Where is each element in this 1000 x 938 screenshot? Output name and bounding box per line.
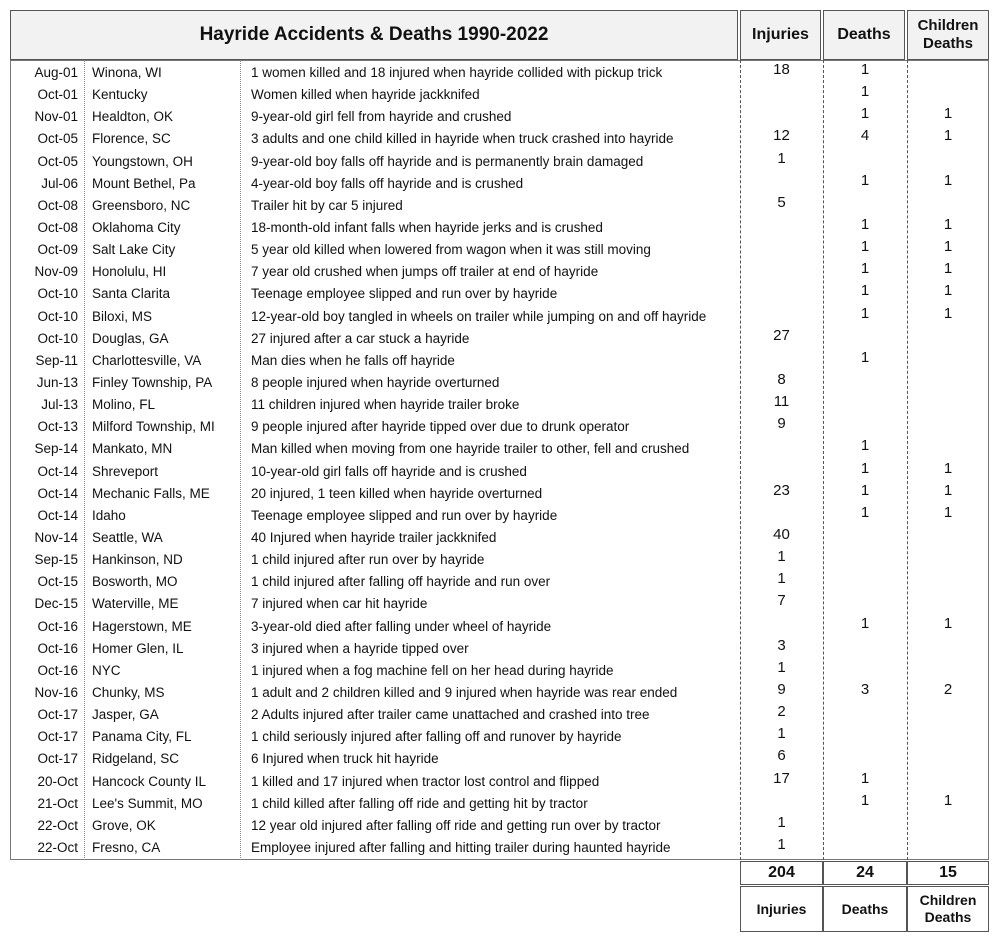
row-date: Oct-17 [37,751,78,767]
row-description: 10-year-old girl falls off hayride and is crushed [251,463,527,479]
row-location: Waterville, ME [92,596,179,612]
row-description: 1 injured when a fog machine fell on her head during hayride [251,662,614,678]
row-date: 21-Oct [37,795,78,811]
row-deaths: 1 [860,769,870,787]
row-description: 3 injured when a hayride tipped over [251,640,469,656]
row-date: Dec-15 [34,596,78,612]
row-injuries: 18 [773,61,790,78]
row-children-deaths: 1 [943,171,953,189]
row-deaths: 3 [860,680,870,698]
table-row [10,793,989,815]
row-date: Oct-08 [37,197,78,213]
row-date: Oct-16 [37,640,78,656]
table-row [10,815,989,837]
table-row [10,726,989,748]
table-row [10,527,989,549]
row-injuries: 12 [773,127,790,145]
row-description: 1 adult and 2 children killed and 9 injured when hayride was rear ended [251,684,678,700]
row-date: Oct-14 [37,463,78,479]
row-children-deaths: 1 [943,105,953,123]
row-description: Teenage employee slipped and run over by hayride [251,507,558,523]
row-description: Trailer hit by car 5 injured [251,197,403,213]
footer-deaths: Deaths [823,886,907,932]
row-children-deaths: 1 [943,481,953,499]
row-description: 40 Injured when hayride trailer jackknifed [251,529,497,545]
row-injuries: 1 [777,813,786,831]
row-date: Oct-17 [37,729,78,745]
row-location: Salt Lake City [92,242,176,258]
row-location: Healdton, OK [92,109,174,125]
row-date: Oct-16 [37,618,78,634]
row-location: Kentucky [92,87,148,103]
row-deaths: 1 [860,503,870,521]
row-description: 12 year old injured after falling off ride and getting run over by tractor [251,817,661,833]
row-description: 9-year-old girl fell from hayride and crushed [251,109,512,125]
row-date: Nov-16 [34,684,78,700]
row-location: Hancock County IL [92,773,207,789]
row-date: Aug-01 [34,65,78,80]
row-date: Oct-09 [37,242,78,258]
row-location: Florence, SC [92,131,171,147]
row-date: 22-Oct [37,817,78,833]
row-location: Youngstown, OH [92,153,193,169]
row-date: 22-Oct [37,839,78,855]
row-description: 27 injured after a car stuck a hayride [251,330,470,346]
row-injuries: 9 [777,415,786,433]
row-description: 12-year-old boy tangled in wheels on trailer while jumping on and off hayride [251,308,707,324]
row-injuries: 27 [773,326,790,344]
header-children-deaths: Children Deaths [907,10,989,60]
row-description: 3 adults and one child killed in hayride when truck crashed into hayride [251,131,674,147]
row-location: Molino, FL [92,397,156,413]
row-date: Sep-15 [34,552,78,568]
row-date: Oct-10 [37,330,78,346]
row-location: Biloxi, MS [92,308,153,324]
row-injuries: 1 [777,570,786,588]
row-date: Oct-05 [37,131,78,147]
row-date: Oct-10 [37,286,78,302]
row-location: Mankato, MN [92,441,173,457]
total-children-deaths: 15 [907,861,989,885]
row-injuries: 2 [777,703,786,721]
row-date: Oct-13 [37,419,78,435]
row-description: 4-year-old boy falls off hayride and is crushed [251,175,524,191]
row-injuries: 6 [777,747,786,765]
row-deaths: 1 [860,83,870,101]
row-children-deaths: 1 [943,503,953,521]
table-row [10,638,989,660]
table-row [10,704,989,726]
row-location: Panama City, FL [92,729,192,745]
row-date: Sep-11 [35,352,78,368]
row-location: Greensboro, NC [92,197,191,213]
header-injuries: Injuries [740,10,821,60]
table-row [10,682,989,704]
row-location: Shreveport [92,463,159,479]
row-location: Seattle, WA [92,529,163,545]
row-date: Nov-01 [34,109,78,125]
row-description: Employee injured after falling and hitting trailer during haunted hayride [251,839,671,855]
row-date: Oct-14 [37,507,78,523]
row-description: 1 women killed and 18 injured when hayride collided with pickup trick [251,65,663,80]
row-description: Women killed when hayride jackknifed [251,87,480,103]
accident-table-rows [10,62,989,859]
row-description: 1 child injured after falling off hayride and run over [251,574,551,590]
row-deaths: 1 [860,238,870,256]
header-deaths: Deaths [823,10,905,60]
row-description: 1 child killed after falling off ride and getting hit by tractor [251,795,588,811]
table-row [10,306,989,328]
row-location: Ridgeland, SC [92,751,180,767]
row-description: Teenage employee slipped and run over by hayride [251,286,558,302]
row-description: Man dies when he falls off hayride [251,352,455,368]
row-location: Mechanic Falls, ME [92,485,210,501]
row-location: Charlottesville, VA [92,352,202,368]
row-deaths: 1 [860,215,870,233]
row-date: Oct-15 [37,574,78,590]
row-children-deaths: 1 [943,238,953,256]
row-description: 2 Adults injured after trailer came unattached and crashed into tree [251,707,650,723]
row-location: Milford Township, MI [92,419,215,435]
row-description: 8 people injured when hayride overturned [251,374,500,390]
row-location: Grove, OK [92,817,156,833]
row-description: 9 people injured after hayride tipped over due to drunk operator [251,419,630,435]
footer-injuries: Injuries [740,886,823,932]
table-row [10,128,989,150]
table-row [10,505,989,527]
row-location: NYC [92,662,121,678]
row-injuries: 5 [777,193,786,211]
row-injuries: 3 [777,636,786,654]
row-date: Oct-05 [37,153,78,169]
row-date: Oct-17 [37,707,78,723]
table-row [10,549,989,571]
row-location: Hankinson, ND [92,552,183,568]
table-row [10,616,989,638]
table-title: Hayride Accidents & Deaths 1990-2022 [10,10,738,60]
table-row [10,571,989,593]
row-date: Nov-14 [34,529,78,545]
row-description: 1 child seriously injured after falling off and runover by hayride [251,729,622,745]
row-location: Winona, WI [92,65,162,80]
table-row [10,173,989,195]
row-injuries: 9 [777,680,786,698]
row-location: Hagerstown, ME [92,618,192,634]
row-location: Mount Bethel, Pa [92,175,196,191]
row-deaths: 1 [860,304,870,322]
row-description: 7 injured when car hit hayride [251,596,428,612]
row-deaths: 1 [860,348,870,366]
row-description: 1 killed and 17 injured when tractor lost control and flipped [251,773,600,789]
row-location: Fresno, CA [92,839,161,855]
row-deaths: 1 [860,282,870,300]
row-injuries: 40 [773,525,790,543]
row-deaths: 1 [860,614,870,632]
row-description: 9-year-old boy falls off hayride and is permanently brain damaged [251,153,644,169]
row-description: 5 year old killed when lowered from wagon when it was still moving [251,242,651,258]
row-children-deaths: 1 [943,614,953,632]
row-children-deaths: 1 [943,282,953,300]
row-location: Homer Glen, IL [92,640,184,656]
row-description: 11 children injured when hayride trailer broke [251,397,520,413]
row-deaths: 1 [860,481,870,499]
row-date: Oct-01 [37,87,78,103]
table-row [10,372,989,394]
row-injuries: 1 [777,725,786,743]
row-injuries: 1 [777,658,786,676]
row-children-deaths: 1 [943,215,953,233]
total-deaths: 24 [823,861,907,885]
row-description: 6 Injured when truck hit hayride [251,751,439,767]
row-location: Lee's Summit, MO [92,795,203,811]
row-children-deaths: 1 [943,304,953,322]
row-children-deaths: 2 [943,680,953,698]
row-description: 20 injured, 1 teen killed when hayride overturned [251,485,543,501]
row-date: Sep-14 [34,441,78,457]
row-date: Oct-14 [37,485,78,501]
row-location: Douglas, GA [92,330,169,346]
row-location: Bosworth, MO [92,574,178,590]
row-location: Jasper, GA [92,707,159,723]
total-injuries: 204 [740,861,823,885]
row-location: Oklahoma City [92,219,181,235]
row-deaths: 1 [860,105,870,123]
row-description: 1 child injured after run over by hayride [251,552,485,568]
row-date: Oct-16 [37,662,78,678]
row-date: Nov-09 [34,264,78,280]
row-deaths: 1 [860,61,870,78]
row-deaths: 1 [860,171,870,189]
row-deaths: 4 [860,127,870,145]
row-deaths: 1 [860,791,870,809]
row-date: Oct-10 [37,308,78,324]
row-injuries: 23 [773,481,790,499]
row-location: Chunky, MS [92,684,165,700]
row-children-deaths: 1 [943,260,953,278]
row-description: 3-year-old died after falling under wheel of hayride [251,618,552,634]
row-injuries: 7 [777,592,786,610]
row-location: Santa Clarita [92,286,171,302]
row-injuries: 8 [777,370,786,388]
row-injuries: 1 [777,548,786,566]
row-location: Idaho [92,507,126,523]
table-row [10,394,989,416]
row-children-deaths: 1 [943,127,953,145]
row-injuries: 17 [773,769,790,787]
row-deaths: 1 [860,260,870,278]
footer-children-deaths: Children Deaths [907,886,989,932]
row-children-deaths: 1 [943,791,953,809]
row-location: Honolulu, HI [92,264,167,280]
row-description: 18-month-old infant falls when hayride jerks and is crushed [251,219,603,235]
row-location: Finley Township, PA [92,374,213,390]
row-injuries: 1 [777,835,786,853]
row-injuries: 11 [773,393,790,411]
row-deaths: 1 [860,459,870,477]
row-date: Jun-13 [36,374,78,390]
row-date: 20-Oct [37,773,78,789]
row-date: Jul-06 [41,175,78,191]
row-date: Oct-08 [37,219,78,235]
table-row [10,837,989,859]
row-children-deaths: 1 [943,459,953,477]
table-row [10,350,989,372]
row-deaths: 1 [860,437,870,455]
row-injuries: 1 [777,149,786,167]
row-description: 7 year old crushed when jumps off trailer at end of hayride [251,264,599,280]
row-description: Man killed when moving from one hayride trailer to other, fell and crushed [251,441,690,457]
row-date: Jul-13 [41,397,78,413]
